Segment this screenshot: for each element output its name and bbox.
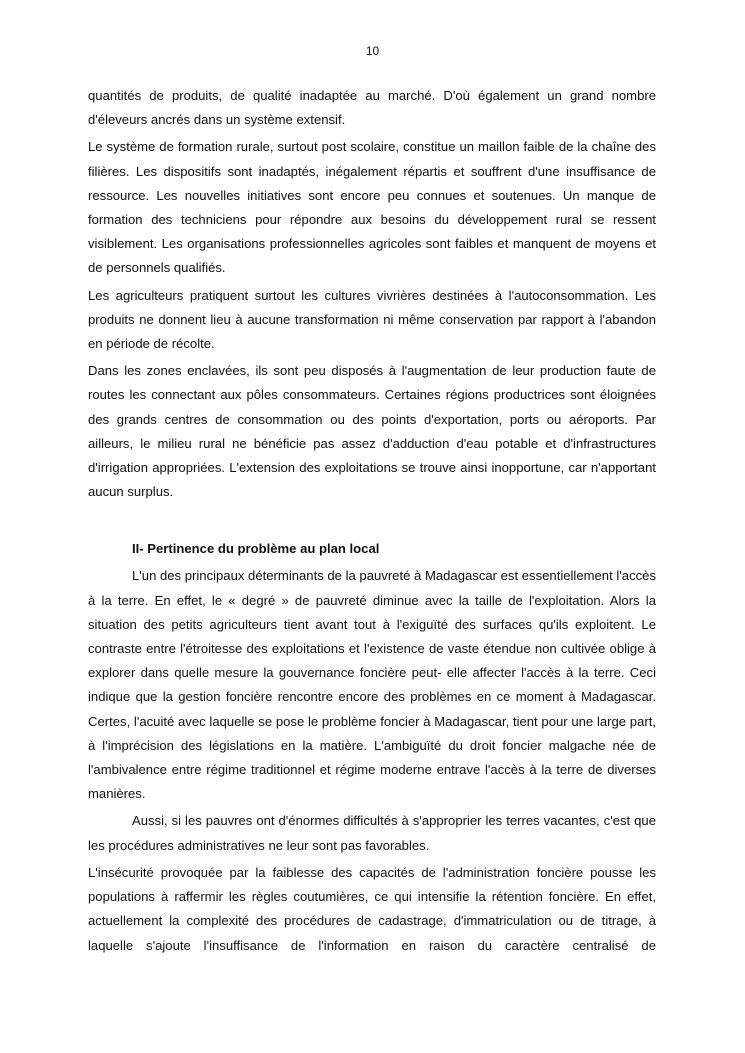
paragraph: L'un des principaux déterminants de la pauvreté à Madagascar est essentiellement l'accès à la terre. En effet, le « degré » de pauvreté diminue avec la taille de l'exploitation. Alors la situation des petits agriculteurs tient avant tout à l'exiguïté des surfaces qu'ils exploitent. Le contraste entre l'étroitesse des exploitations et l'existence de vaste étendue non cultivée oblige à explorer dans quelle mesure la gouvernance foncière peut- elle affecter l'accès à la terre. Ceci indique que la gestion foncière rencontre encore des problèmes en ce moment à Madagascar. Certes, l'acuité avec laquelle se pose le problème foncier à Madagascar, tient pour une large part, à l'imprécision des législations en la matière. L'ambiguïté du droit foncier malgache née de l'ambivalence entre régime traditionnel et régime moderne entrave l'accès à la terre de diverses manières.: [88, 568, 656, 802]
section-heading: II- Pertinence du problème au plan local: [132, 541, 380, 557]
paragraph: Dans les zones enclavées, ils sont peu disposés à l'augmentation de leur production faute de routes les connectant aux pôles consommateurs. Certaines régions productrices sont éloignées des grands centres de consommation ou des points d'exportation, ports ou aéroports. Par ailleurs, le milieu rural ne bénéficie pas assez d'adduction d'eau potable et d'infrastructures d'irrigation appropriées. L'extension des exploitations se trouve ainsi inopportune, car n'apportant aucun surplus.: [88, 363, 656, 500]
paragraph: Aussi, si les pauvres ont d'énormes difficultés à s'approprier les terres vacantes, c'est que les procédures administratives ne leur sont pas favorables.: [88, 813, 656, 853]
section-spacer: [88, 507, 656, 537]
page-number: 10: [365, 44, 380, 58]
paragraph: Les agriculteurs pratiquent surtout les cultures vivrières destinées à l'autoconsommation. Les produits ne donnent lieu à aucune transformation ni même conservation par rapport à l'abandon en période de récolte.: [88, 287, 656, 352]
paragraph: L'insécurité provoquée par la faiblesse des capacités de l'administration foncière pousse les populations à raffermir les règles coutumières, ce qui intensifie la rétention foncière. En effet, actuellement la complexité des procédures de cadastrage, d'immatriculation ou de titrage, à laquelle s'ajoute l'insuffisance de l'information en raison du caractère centralisé de: [88, 864, 656, 953]
document-body: [88, 84, 656, 961]
paragraph: Le système de formation rurale, surtout post scolaire, constitue un maillon faible de la chaîne des filières. Les dispositifs sont inadaptés, inégalement répartis et souffrent d'une insuffisance de ressource. Les nouvelles initiatives sont encore peu connues et soutenues. Un manque de formation des techniciens pour répondre aux besoins du développement rural se ressent visiblement. Les organisations professionnelles agricoles sont faibles et manquent de moyens et de personnels qualifiés.: [88, 139, 656, 276]
paragraph: quantités de produits, de qualité inadaptée au marché. D'où également un grand nombre d'éleveurs ancrés dans un système extensif.: [88, 88, 656, 128]
